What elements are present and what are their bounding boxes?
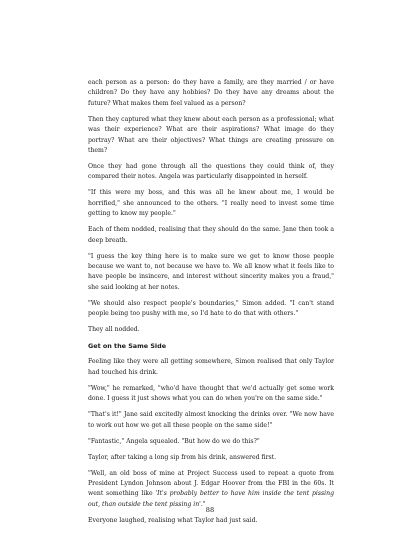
paragraph: Then they captured what they knew about each person as a professional; what was their experience? What are their aspirations? What image do they portray? What are their objectives? What things are creating pressure on them?: [88, 115, 334, 155]
paragraph: each person as a person: do they have a family, are they married / or have children? Do they have any hobbies? Do they have any dreams about the future? What makes them feel valued as a person?: [88, 79, 334, 107]
paragraph: Each of them nodded, realising that they should do the same. Jane then took a deep breath.: [88, 226, 334, 244]
paragraph: "Fantastic," Angela squealed. "But how do we do this?": [88, 437, 260, 445]
paragraph: Everyone laughed, realising what Taylor had just said.: [88, 516, 258, 524]
paragraph: "Wow," he remarked, "who'd have thought that we'd actually get some work done. I guess it just shows what you can do when you're on the same side.": [88, 384, 334, 403]
paragraph: Feeling like they were all getting somewhere, Simon realised that only Taylor had touched his drink.: [88, 358, 334, 376]
quote-lead: "Well, an old boss of mine at Project Success used to repeat a quote from President Lyndon Johnson about J. Edgar Hoover from the FBI in the 60s. It went something like: [88, 469, 334, 498]
page-body: [88, 78, 334, 532]
paragraph: Taylor, after taking a long sip from his drink, answered first.: [88, 453, 277, 461]
quote-tail: .": [200, 500, 206, 508]
page-number: 88: [205, 506, 215, 514]
paragraph: "We should also respect people's boundaries," Simon added. "I can't stand people being too pushy with me, so I'd hate to do that with others.": [88, 299, 334, 318]
paragraph: "I guess the key thing here is to make sure we get to know those people because we want to, not because we have to. We all know what it feels like to have people be insincere, and interest without sincerity makes you a fraud," she said looking at her notes.: [88, 252, 334, 291]
quote-text: 'It's probably better to have him inside the tent pissing out, than outside the tent pissing in': [88, 490, 334, 508]
paragraph: Once they had gone through all the questions they could think of, they compared their notes. Angela was particularly disappointed in herself.: [88, 163, 334, 181]
paragraph: "If this were my boss, and this was all he knew about me, I would be horrified," she announced to the others. "I really need to invest some time getting to know my people.": [88, 189, 334, 218]
section-heading: Get on the Same Side: [88, 342, 167, 351]
quote-paragraph: [88, 469, 334, 511]
paragraph: They all nodded.: [88, 326, 140, 334]
paragraph: "That's it!" Jane said excitedly almost knocking the drinks over. "We now have to work out how we get all these people on the same side!": [88, 411, 334, 429]
